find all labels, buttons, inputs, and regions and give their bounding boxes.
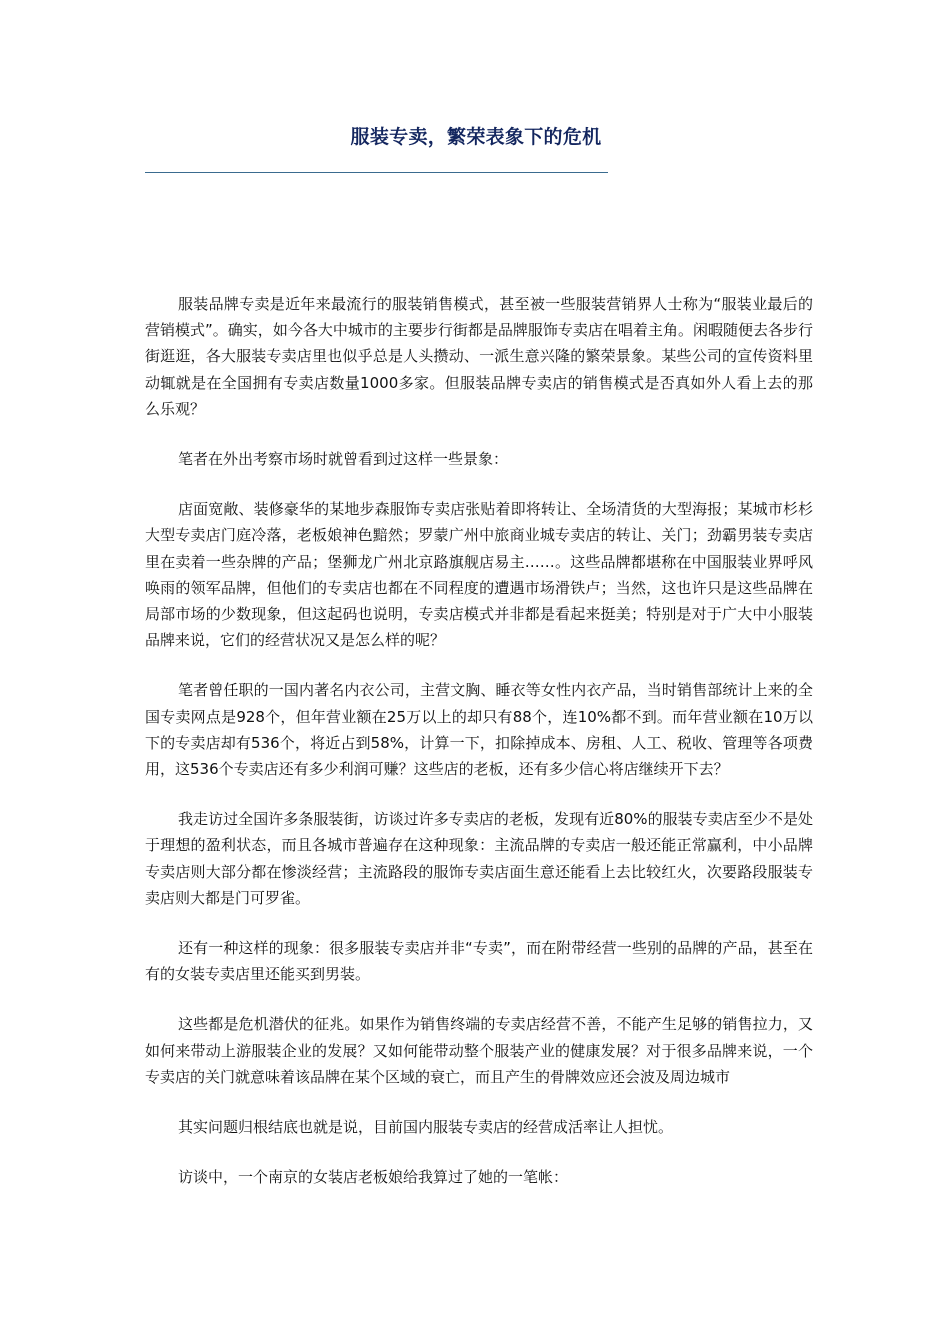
article-body <box>145 291 813 1214</box>
paragraph-conclusion: 其实问题归根结底也就是说，目前国内服装专卖店的经营成活率让人担忧。 <box>178 1118 674 1137</box>
paragraph-interview: 访谈中，一个南京的女装店老板娘给我算过了她的一笔帐： <box>178 1168 569 1187</box>
title-underline <box>145 172 608 173</box>
paragraph-mixed-brands: 还有一种这样的现象：很多服装专卖店并非“专卖”，而在附带经营一些别的品牌的产品，甚至在有的女装专卖店里还能买到男装。 <box>145 939 813 984</box>
paragraph-crisis-signs: 这些都是危机潜伏的征兆。如果作为销售终端的专卖店经营不善，不能产生足够的销售拉力，又如何来带动上游服装企业的发展？又如何能带动整个服装产业的健康发展？对于很多品牌来说，一个专卖店的关门就意味着该品牌在某个区域的衰亡，而且产生的骨牌效应还会波及周边城市 <box>145 1015 813 1086</box>
paragraph-survey: 我走访过全国许多条服装街，访谈过许多专卖店的老板，发现有近80%的服装专卖店至少不是处于理想的盈利状态，而且各城市普遍存在这种现象：主流品牌的专卖店一般还能正常赢利，中小品牌专卖店则大部分都在惨淡经营；主流路段的服饰专卖店面生意还能看上去比较红火，次要路段服装专卖店则大都是门可罗雀。 <box>145 810 813 907</box>
paragraph-observation: 笔者在外出考察市场时就曾看到过这样一些景象： <box>178 450 509 469</box>
paragraph-scenes: 店面宽敞、装修豪华的某地步森服饰专卖店张贴着即将转让、全场清货的大型海报；某城市杉杉大型专卖店门庭冷落，老板娘神色黯然；罗蒙广州中旅商业城专卖店的转让、关门；劲霸男装专卖店里在卖着一些杂牌的产品；堡狮龙广州北京路旗舰店易主……。这些品牌都堪称在中国服装业界呼风唤雨的领军品牌，但他们的专卖店也都在不同程度的遭遇市场滑铁卢；当然，这也许只是这些品牌在局部市场的少数现象，但这起码也说明，专卖店模式并非都是看起来挺美；特别是对于广大中小服装品牌来说，它们的经营状况又是怎么样的呢？ <box>145 500 813 650</box>
article-title: 服装专卖，繁荣表象下的危机 <box>350 126 602 148</box>
paragraph-intro: 服装品牌专卖是近年来最流行的服装销售模式，甚至被一些服装营销界人士称为“服装业最后的营销模式”。确实，如今各大中城市的主要步行街都是品牌服饰专卖店在唱着主角。闲暇随便去各步行街逛逛，各大服装专卖店里也似乎总是人头攒动、一派生意兴隆的繁荣景象。某些公司的宣传资料里动辄就是在全国拥有专卖店数量1000多家。但服装品牌专卖店的销售模式是否真如外人看上去的那么乐观？ <box>145 295 813 418</box>
paragraph-statistics: 笔者曾任职的一国内著名内衣公司，主营文胸、睡衣等女性内衣产品，当时销售部统计上来的全国专卖网点是928个，但年营业额在25万以上的却只有88个，连10%都不到。而年营业额在10万以下的专卖店却有536个，将近占到58%，计算一下，扣除掉成本、房租、人工、税收、管理等各项费用，这536个专卖店还有多少利润可赚？这些店的老板，还有多少信心将店继续开下去？ <box>145 681 813 779</box>
